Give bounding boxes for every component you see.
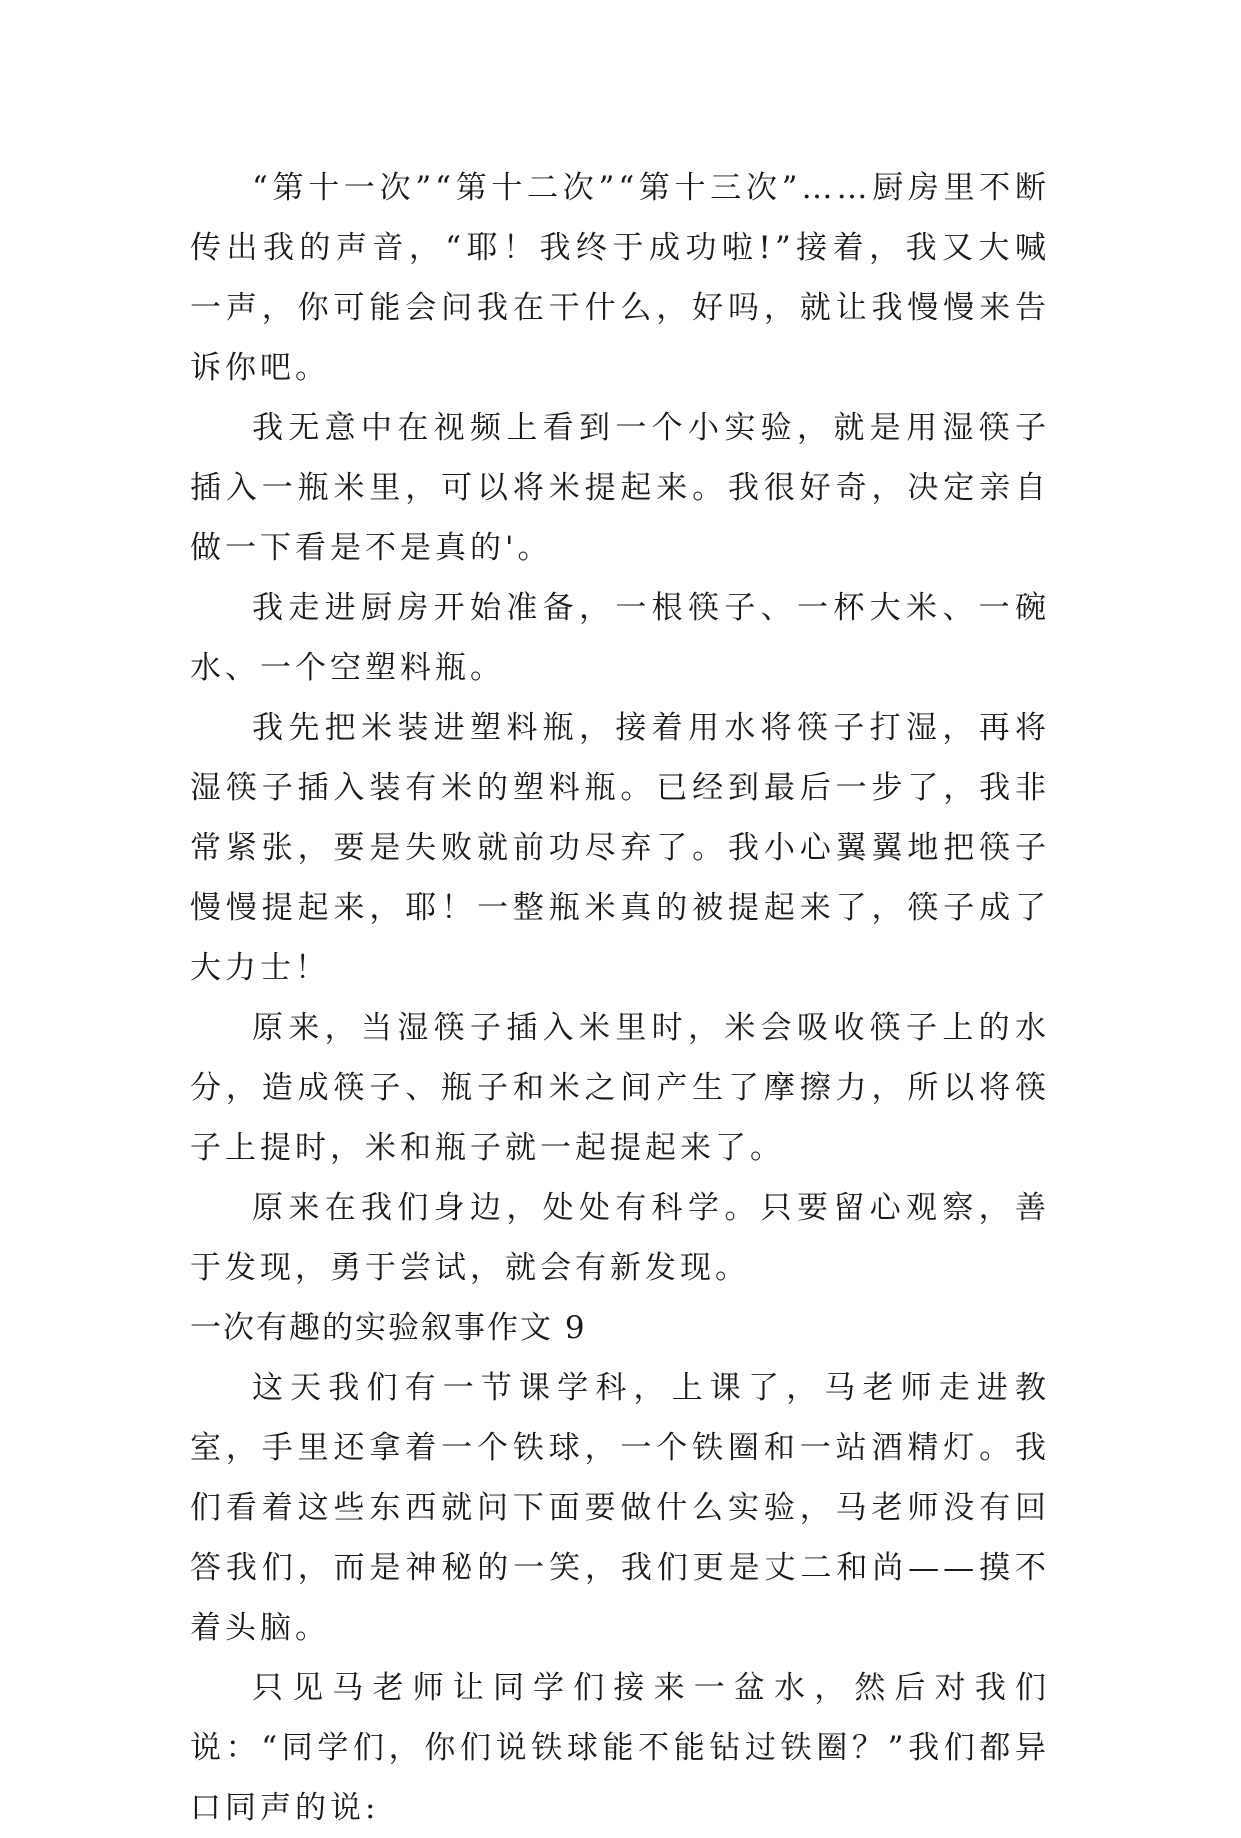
paragraph: 我先把米装进塑料瓶，接着用水将筷子打湿，再将湿筷子插入装有米的塑料瓶。已经到最后一步了，我非常紧张，要是失败就前功尽弃了。我小心翼翼地把筷子慢慢提起来，耶！一整瓶米真的被提起来了，筷子成了大力士！ (190, 710, 1050, 986)
paragraph: 只见马老师让同学们接来一盆水，然后对我们说：“同学们，你们说铁球能不能钻过铁圈？”我们都异口同声的说: (190, 1670, 1050, 1826)
section-title: 一次有趣的实验叙事作文 9 (190, 1310, 587, 1346)
paragraph: 我无意中在视频上看到一个小实验，就是用湿筷子插入一瓶米里，可以将米提起来。我很好奇，决定亲自做一下看是不是真的'。 (190, 410, 1050, 566)
paragraph: 原来在我们身边，处处有科学。只要留心观察，善于发现，勇于尝试，就会有新发现。 (190, 1190, 1050, 1286)
paragraph: “第十一次”“第十二次”“第十三次”……厨房里不断传出我的声音，“耶！我终于成功啦!”接着，我又大喊一声，你可能会问我在干什么，好吗，就让我慢慢来告诉你吧。 (190, 170, 1050, 386)
paragraph: 我走进厨房开始准备，一根筷子、一杯大米、一碗水、一个空塑料瓶。 (190, 590, 1050, 686)
paragraph: 原来，当湿筷子插入米里时，米会吸收筷子上的水分，造成筷子、瓶子和米之间产生了摩擦力，所以将筷子上提时，米和瓶子就一起提起来了。 (190, 1010, 1050, 1166)
paragraph: 这天我们有一节课学科，上课了，马老师走进教室，手里还拿着一个铁球，一个铁圈和一站酒精灯。我们看着这些东西就问下面要做什么实验，马老师没有回答我们，而是神秘的一笑，我们更是丈二和尚——摸不着头脑。 (190, 1370, 1050, 1646)
document-body (190, 158, 1050, 1838)
